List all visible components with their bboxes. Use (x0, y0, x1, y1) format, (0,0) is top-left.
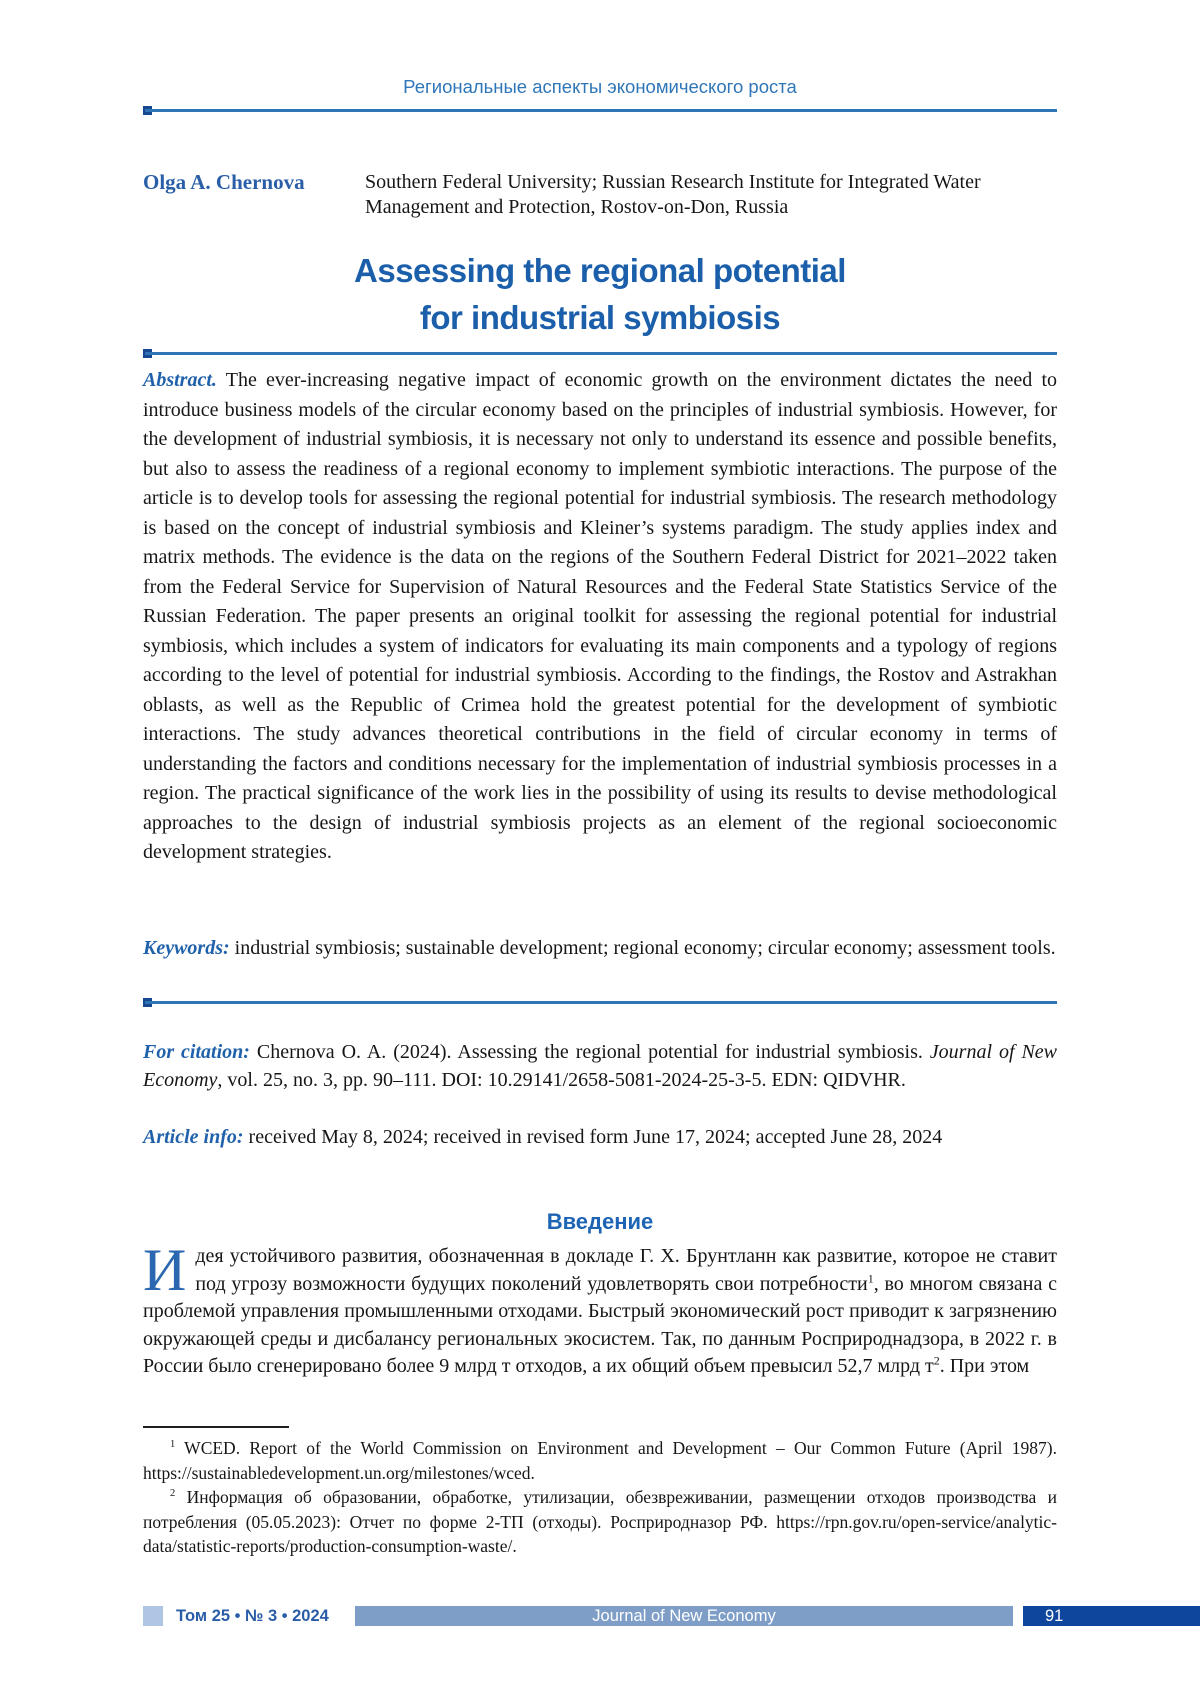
citation-label: For citation: (143, 1041, 250, 1063)
abstract-label: Abstract. (143, 369, 217, 391)
title-rule (143, 349, 1057, 358)
article-title-line-1: Assessing the regional potential (354, 252, 846, 289)
drop-cap: И (143, 1237, 187, 1303)
citation-text-after-journal: , vol. 25, no. 3, pp. 90–111. DOI: 10.29141/2658-5081-2024-25-3-5. EDN: QIDVHR. (217, 1069, 906, 1091)
footnote-ref-2: 2 (933, 1353, 940, 1368)
affiliation-line-1: Southern Federal University; Russian Research Institute for Integrated Water (365, 171, 981, 193)
footnote-divider (143, 1426, 289, 1428)
footnotes-block (143, 1436, 1057, 1559)
introduction-text-2: , во многом связана с проблемой управления промышленными отходами. Быстрый экономический рост приводит к загрязнению окружающей среды и дисбалансу региональных экосистем. Так, по данным Росприроднадзора, в 2022 г. в России было сгенерировано более 9 млрд т отходов, а их общий объем превысил 52,7 млрд т (143, 1272, 1057, 1377)
footnote-ref-1: 1 (867, 1270, 874, 1285)
article-info-text: received May 8, 2024; received in revised form June 17, 2024; accepted June 28, 2024 (243, 1126, 943, 1148)
citation-text-before-journal: Chernova O. A. (2024). Assessing the regional potential for industrial symbiosis. (249, 1041, 930, 1063)
article-info-label: Article info: (143, 1126, 244, 1148)
rule-line (145, 352, 1057, 355)
footer-journal-name: Journal of New Economy (355, 1606, 1013, 1626)
article-title-line-2: for industrial symbiosis (419, 299, 781, 336)
citation-paragraph (143, 1038, 1057, 1094)
introduction-text-1: дея устойчивого развития, обозначенная в докладе Г. Х. Брунтланн как развитие, которое не ставит под угрозу возможности будущих поколений удовлетворять свои потребности (195, 1245, 1057, 1295)
footer-page-number: 91 (1023, 1606, 1200, 1626)
abstract-paragraph (143, 366, 1057, 868)
citation-journal-name: Journal of New Economy (143, 1041, 1058, 1091)
footer-square-icon (143, 1606, 163, 1626)
introduction-paragraph (143, 1237, 1057, 1381)
footnote-2 (143, 1485, 1057, 1559)
keywords-text: industrial symbiosis; sustainable development; regional economy; circular economy; assessment tools. (229, 937, 1056, 959)
article-title (143, 247, 1057, 341)
footnote-1-marker: 1 (170, 1439, 176, 1451)
footnote-2-marker: 2 (170, 1488, 176, 1500)
section-heading-introduction: Введение (546, 1209, 654, 1234)
footnote-1-text: WCED. Report of the World Commission on Environment and Development – Our Common Future (April 1987). https://sustainabledevelopment.un.org/milestones/wced. (143, 1438, 1057, 1483)
keywords-label: Keywords: (143, 937, 230, 959)
rule-line (145, 109, 1057, 112)
keywords-rule (143, 998, 1057, 1007)
footer-volume-info: Том 25 • № 3 • 2024 (176, 1607, 329, 1625)
rule-line (145, 1001, 1057, 1004)
affiliation-line-2: Management and Protection, Rostov-on-Don, Russia (365, 196, 789, 218)
author-name: Olga A. Chernova (143, 170, 305, 194)
abstract-text: The ever-increasing negative impact of economic growth on the environment dictates the need to introduce business models of the circular economy based on the principles of industrial symbiosis. However, for the development of industrial symbiosis, it is necessary not only to understand its essence and possible benefits, but also to assess the readiness of a regional economy to implement symbiotic interactions. The purpose of the article is to develop tools for assessing the regional potential for industrial symbiosis. The research methodology is based on the concept of industrial symbiosis and Kleiner’s systems paradigm. The study applies index and matrix methods. The evidence is the data on the regions of the Southern Federal District for 2021–2022 taken from the Federal Service for Supervision of Natural Resources and the Federal State Statistics Service of the Russian Federation. The paper presents an original toolkit for assessing the regional potential for industrial symbiosis, which includes a system of indicators for evaluating its main components and a typology of regions according to the level of potential for industrial symbiosis. According to the findings, the Rostov and Astrakhan oblasts, as well as the Republic of Crimea hold the greatest potential for the development of symbiotic interactions. The study advances theoretical contributions in the field of circular economy in terms of understanding the factors and conditions necessary for the implementation of industrial symbiosis processes in a region. The practical significance of the work lies in the possibility of using its results to devise methodological approaches to the design of industrial symbiosis projects as an element of the regional socioeconomic development strategies. (143, 369, 1057, 863)
keywords-paragraph (143, 934, 1057, 962)
introduction-text-3: . При этом (939, 1355, 1030, 1377)
header-rule (143, 106, 1057, 115)
author-affiliation (365, 170, 1085, 220)
running-head: Региональные аспекты экономического роста (403, 76, 797, 97)
article-info-paragraph (143, 1123, 1057, 1151)
footnote-2-text: Информация об образовании, обработке, утилизации, обезвреживании, размещении отходов производства и потребления (05.05.2023): Отчет по форме 2-ТП (отходы). Росприродназор РФ. https://rpn.gov.ru/open-service/analytic-data/statistic-reports/production-consumption-waste/. (143, 1487, 1057, 1556)
footnote-1 (143, 1436, 1057, 1485)
